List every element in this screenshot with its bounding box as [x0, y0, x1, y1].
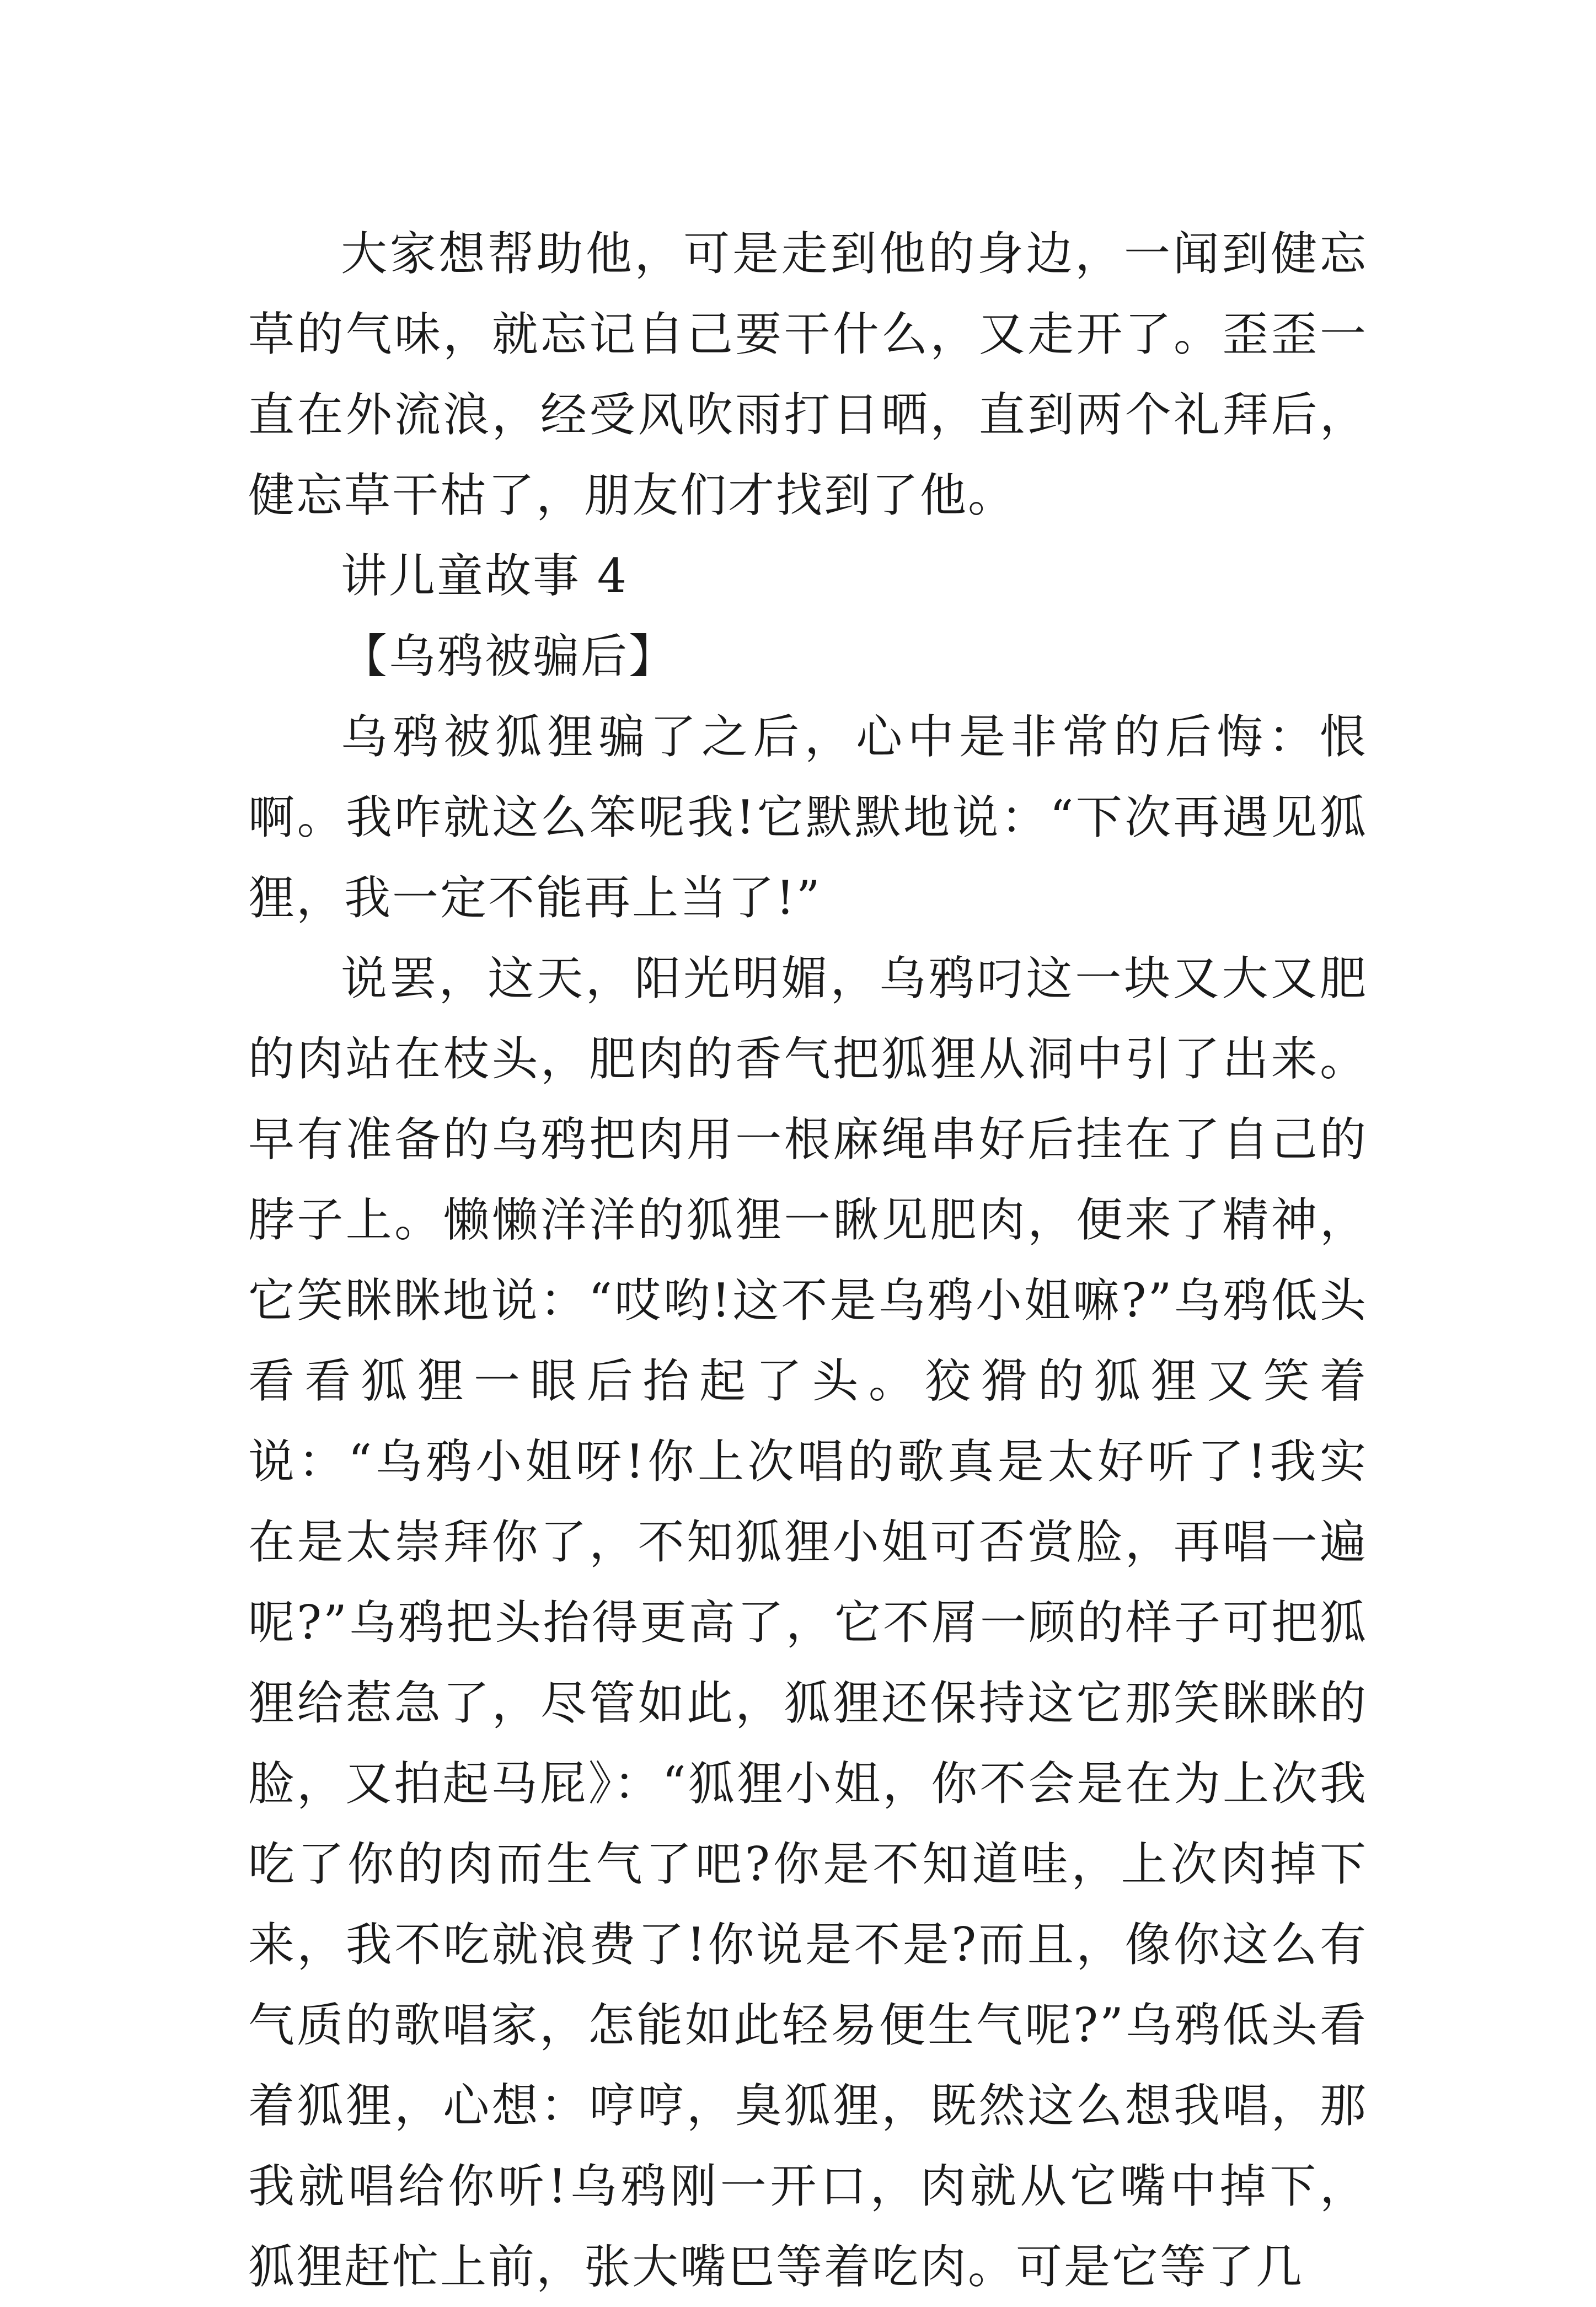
story-heading: 讲儿童故事 4: [341, 549, 629, 603]
paragraph-forgetful-grass-ending: 大家想帮助他，可是走到他的身边，一闻到健忘草的气味，就忘记自己要干什么，又走开了。歪歪一直在外流浪，经受风吹雨打日晒，直到两个礼拜后，健忘草干枯了，朋友们才找到了他。: [248, 227, 1368, 522]
story-subtitle: 【乌鸦被骗后】: [341, 629, 677, 683]
paragraph-crow-regret: 乌鸦被狐狸骗了之后，心中是非常的后悔：恨啊。我咋就这么笨呢我!它默默地说：“下次再遇见狐狸，我一定不能再上当了!”: [248, 710, 1368, 925]
paragraph-crow-and-fox: 说罢，这天，阳光明媚，乌鸦叼这一块又大又肥的肉站在枝头，肥肉的香气把狐狸从洞中引了出来。早有准备的乌鸦把肉用一根麻绳串好后挂在了自己的脖子上。懒懒洋洋的狐狸一瞅见肥肉，便来了精神，它笑眯眯地说：“哎哟!这不是乌鸦小姐嘛?”乌鸦低头看看狐狸一眼后抬起了头。狡猾的狐狸又笑着说：“乌鸦小姐呀!你上次唱的歌真是太好听了!我实在是太崇拜你了，不知狐狸小姐可否赏脸，再唱一遍呢?”乌鸦把头抬得更高了，它不屑一顾的样子可把狐狸给惹急了，尽管如此，狐狸还保持这它那笑眯眯的脸，又拍起马屁》：“狐狸小姐，你不会是在为上次我吃了你的肉而生气了吧?你是不知道哇，上次肉掉下来，我不吃就浪费了!你说是不是?而且，像你这么有气质的歌唱家，怎能如此轻易便生气呢?”乌鸦低头看着狐狸，心想：哼哼，臭狐狸，既然这么想我唱，那我就唱给你听!乌鸦刚一开口，肉就从它嘴中掉下，狐狸赶忙上前，张大嘴巴等着吃肉。可是它等了几: [248, 951, 1368, 2294]
document-body: [248, 213, 1368, 2307]
